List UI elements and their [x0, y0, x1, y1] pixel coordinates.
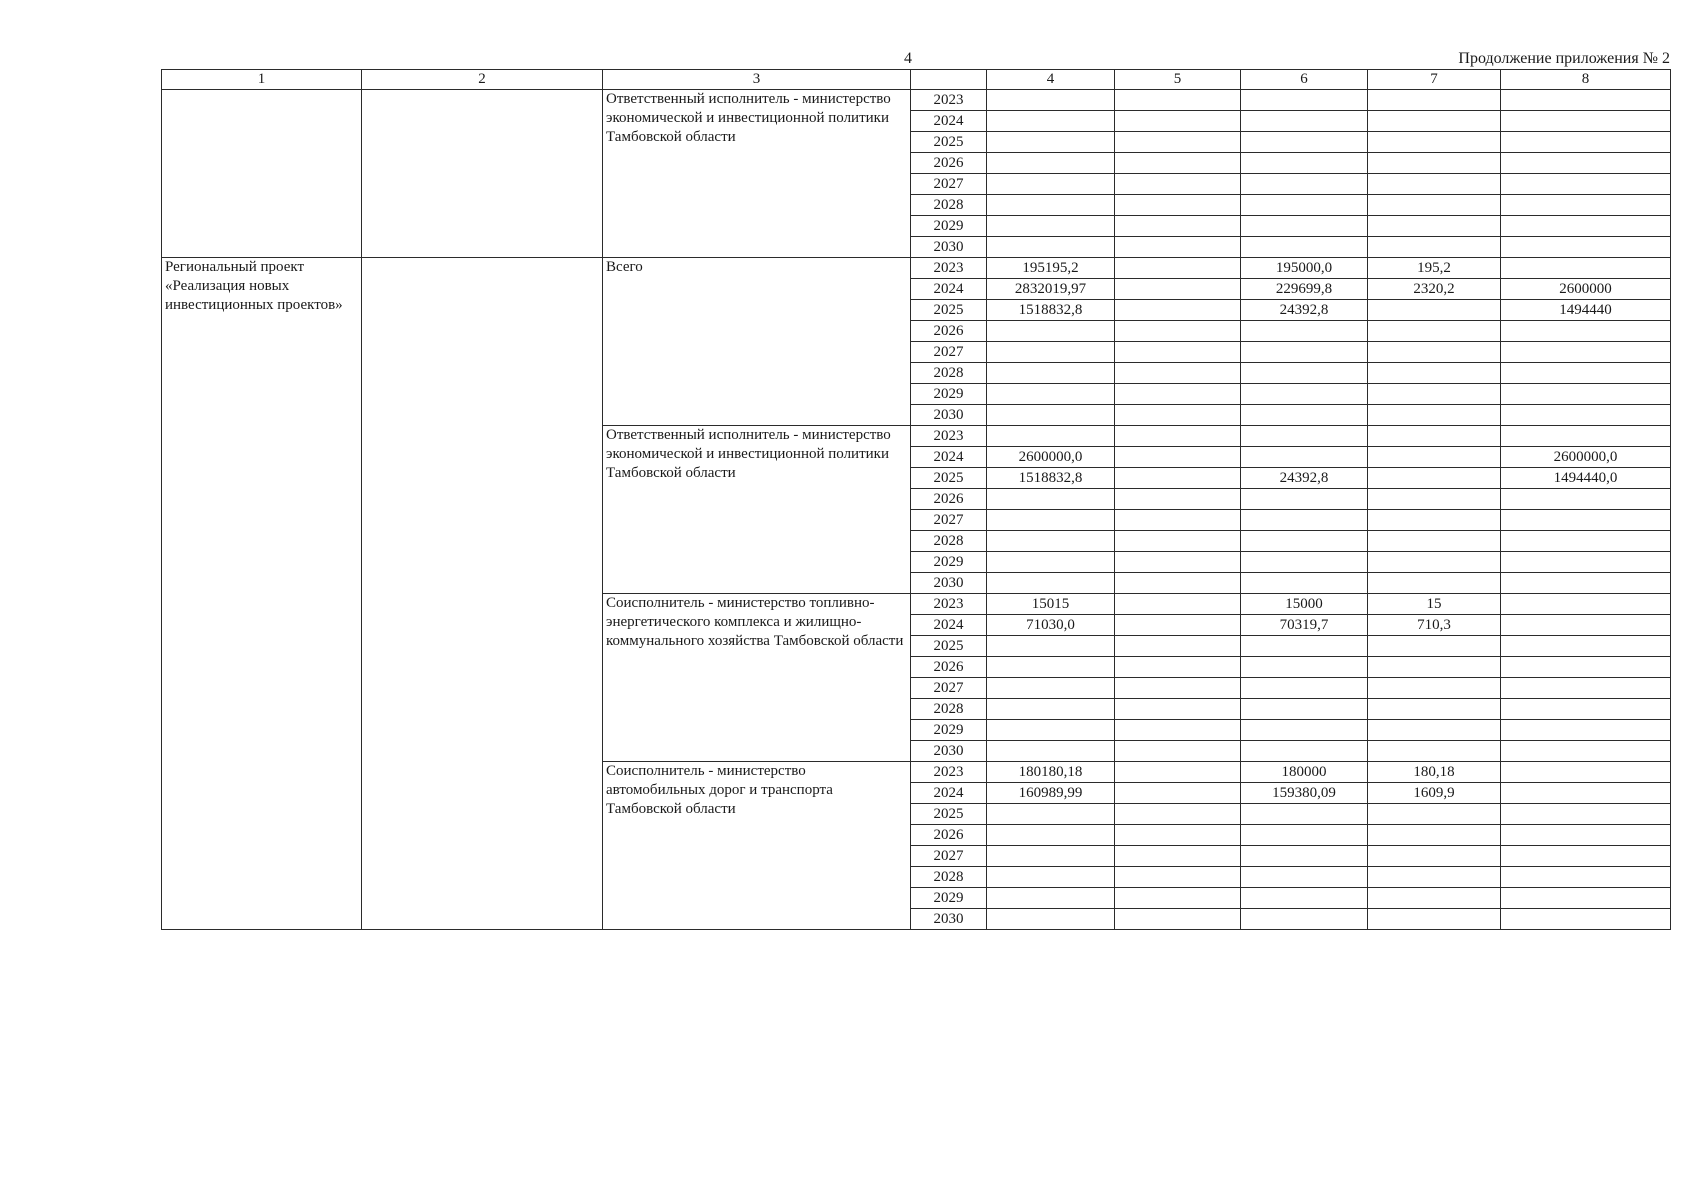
value-cell-col7: [1368, 90, 1501, 111]
value-cell-col5: [1115, 573, 1241, 594]
value-cell-col5: [1115, 510, 1241, 531]
value-cell-col6: [1241, 405, 1368, 426]
year-cell: 2030: [911, 741, 987, 762]
value-cell-col6: [1241, 132, 1368, 153]
value-cell-col8: [1501, 699, 1671, 720]
value-cell-col6: [1241, 636, 1368, 657]
executor-cell: Соисполнитель - министерство топливно-энергетического комплекса и жилищно-коммунального хозяйства Тамбовской области: [603, 594, 911, 762]
value-cell-col4: [987, 741, 1115, 762]
project-name-cell: [162, 90, 362, 258]
year-cell: 2029: [911, 552, 987, 573]
value-cell-col7: 710,3: [1368, 615, 1501, 636]
value-cell-col8: [1501, 657, 1671, 678]
value-cell-col8: [1501, 636, 1671, 657]
value-cell-col4: [987, 132, 1115, 153]
value-cell-col6: 159380,09: [1241, 783, 1368, 804]
year-cell: 2030: [911, 573, 987, 594]
value-cell-col8: [1501, 678, 1671, 699]
year-cell: 2025: [911, 132, 987, 153]
value-cell-col4: [987, 825, 1115, 846]
value-cell-col7: [1368, 489, 1501, 510]
value-cell-col5: [1115, 153, 1241, 174]
value-cell-col8: [1501, 111, 1671, 132]
year-cell: 2025: [911, 636, 987, 657]
value-cell-col7: [1368, 636, 1501, 657]
value-cell-col4: [987, 237, 1115, 258]
value-cell-col5: [1115, 804, 1241, 825]
year-cell: 2025: [911, 300, 987, 321]
year-cell: 2023: [911, 258, 987, 279]
value-cell-col8: [1501, 258, 1671, 279]
value-cell-col5: [1115, 384, 1241, 405]
value-cell-col6: [1241, 174, 1368, 195]
value-cell-col4: 15015: [987, 594, 1115, 615]
year-cell: 2023: [911, 594, 987, 615]
value-cell-col8: [1501, 741, 1671, 762]
year-cell: 2027: [911, 174, 987, 195]
year-cell: 2026: [911, 153, 987, 174]
value-cell-col6: [1241, 90, 1368, 111]
header-cell-2: 2: [362, 70, 603, 90]
value-cell-col7: [1368, 699, 1501, 720]
value-cell-col6: [1241, 720, 1368, 741]
value-cell-col7: [1368, 804, 1501, 825]
value-cell-col8: [1501, 846, 1671, 867]
value-cell-col8: [1501, 342, 1671, 363]
value-cell-col7: [1368, 216, 1501, 237]
year-cell: 2030: [911, 405, 987, 426]
value-cell-col5: [1115, 405, 1241, 426]
year-cell: 2028: [911, 531, 987, 552]
year-cell: 2026: [911, 489, 987, 510]
value-cell-col8: [1501, 762, 1671, 783]
value-cell-col5: [1115, 594, 1241, 615]
value-cell-col5: [1115, 174, 1241, 195]
year-cell: 2028: [911, 363, 987, 384]
value-cell-col4: 71030,0: [987, 615, 1115, 636]
year-cell: 2029: [911, 384, 987, 405]
value-cell-col4: [987, 573, 1115, 594]
value-cell-col6: [1241, 363, 1368, 384]
year-cell: 2026: [911, 657, 987, 678]
value-cell-col6: [1241, 804, 1368, 825]
value-cell-col5: [1115, 489, 1241, 510]
value-cell-col6: [1241, 510, 1368, 531]
value-cell-col5: [1115, 552, 1241, 573]
year-cell: 2029: [911, 216, 987, 237]
value-cell-col5: [1115, 237, 1241, 258]
year-cell: 2024: [911, 783, 987, 804]
year-cell: 2030: [911, 237, 987, 258]
value-cell-col4: 2832019,97: [987, 279, 1115, 300]
value-cell-col8: [1501, 405, 1671, 426]
value-cell-col8: [1501, 174, 1671, 195]
value-cell-col8: [1501, 132, 1671, 153]
value-cell-col7: 195,2: [1368, 258, 1501, 279]
value-cell-col8: 1494440,0: [1501, 468, 1671, 489]
value-cell-col6: [1241, 888, 1368, 909]
value-cell-col4: [987, 678, 1115, 699]
value-cell-col5: [1115, 342, 1241, 363]
value-cell-col4: [987, 342, 1115, 363]
value-cell-col8: [1501, 384, 1671, 405]
value-cell-col4: [987, 636, 1115, 657]
value-cell-col5: [1115, 636, 1241, 657]
value-cell-col4: [987, 216, 1115, 237]
value-cell-col7: [1368, 321, 1501, 342]
value-cell-col8: [1501, 615, 1671, 636]
column-2-cell: [362, 90, 603, 258]
value-cell-col8: [1501, 594, 1671, 615]
value-cell-col4: [987, 804, 1115, 825]
value-cell-col5: [1115, 447, 1241, 468]
value-cell-col6: [1241, 426, 1368, 447]
value-cell-col8: [1501, 867, 1671, 888]
executor-cell: Ответственный исполнитель - министерство экономической и инвестиционной политики Тамбовской области: [603, 90, 911, 258]
value-cell-col4: 2600000,0: [987, 447, 1115, 468]
financing-table: [161, 69, 1671, 930]
value-cell-col4: [987, 363, 1115, 384]
header-cell-6: 6: [1241, 70, 1368, 90]
value-cell-col4: [987, 657, 1115, 678]
value-cell-col7: [1368, 405, 1501, 426]
value-cell-col4: [987, 699, 1115, 720]
value-cell-col8: [1501, 888, 1671, 909]
year-cell: 2024: [911, 447, 987, 468]
value-cell-col5: [1115, 468, 1241, 489]
value-cell-col7: [1368, 363, 1501, 384]
header-cell-year: [911, 70, 987, 90]
value-cell-col7: [1368, 846, 1501, 867]
executor-cell: Соисполнитель - министерство автомобильных дорог и транспорта Тамбовской области: [603, 762, 911, 930]
table-body: [162, 90, 1671, 930]
value-cell-col6: 195000,0: [1241, 258, 1368, 279]
value-cell-col5: [1115, 531, 1241, 552]
value-cell-col5: [1115, 699, 1241, 720]
value-cell-col6: [1241, 741, 1368, 762]
value-cell-col5: [1115, 615, 1241, 636]
value-cell-col4: 180180,18: [987, 762, 1115, 783]
value-cell-col8: [1501, 153, 1671, 174]
value-cell-col4: [987, 510, 1115, 531]
value-cell-col6: [1241, 111, 1368, 132]
header-cell-8: 8: [1501, 70, 1671, 90]
value-cell-col4: [987, 90, 1115, 111]
value-cell-col8: [1501, 426, 1671, 447]
table-row: [162, 258, 1671, 279]
value-cell-col5: [1115, 720, 1241, 741]
year-cell: 2024: [911, 279, 987, 300]
value-cell-col8: [1501, 90, 1671, 111]
value-cell-col7: [1368, 111, 1501, 132]
value-cell-col7: 15: [1368, 594, 1501, 615]
value-cell-col7: [1368, 867, 1501, 888]
value-cell-col8: [1501, 489, 1671, 510]
value-cell-col7: [1368, 153, 1501, 174]
value-cell-col6: [1241, 699, 1368, 720]
value-cell-col4: [987, 720, 1115, 741]
value-cell-col8: [1501, 825, 1671, 846]
executor-cell: Ответственный исполнитель - министерство экономической и инвестиционной политики Тамбовской области: [603, 426, 911, 594]
value-cell-col8: [1501, 720, 1671, 741]
year-cell: 2025: [911, 804, 987, 825]
value-cell-col8: [1501, 321, 1671, 342]
value-cell-col4: [987, 111, 1115, 132]
page-number: 4: [904, 50, 912, 67]
value-cell-col4: [987, 384, 1115, 405]
year-cell: 2026: [911, 825, 987, 846]
header-cell-4: 4: [987, 70, 1115, 90]
value-cell-col5: [1115, 195, 1241, 216]
header-cell-1: 1: [162, 70, 362, 90]
value-cell-col6: [1241, 846, 1368, 867]
value-cell-col6: [1241, 216, 1368, 237]
year-cell: 2025: [911, 468, 987, 489]
value-cell-col5: [1115, 321, 1241, 342]
value-cell-col7: [1368, 426, 1501, 447]
value-cell-col8: [1501, 216, 1671, 237]
value-cell-col7: [1368, 174, 1501, 195]
year-cell: 2023: [911, 762, 987, 783]
column-2-cell: [362, 258, 603, 930]
value-cell-col5: [1115, 783, 1241, 804]
value-cell-col7: [1368, 678, 1501, 699]
project-name-cell: Региональный проект «Реализация новых инвестиционных проектов»: [162, 258, 362, 930]
year-cell: 2026: [911, 321, 987, 342]
value-cell-col5: [1115, 909, 1241, 930]
value-cell-col8: [1501, 804, 1671, 825]
header-cell-3: 3: [603, 70, 911, 90]
year-cell: 2028: [911, 195, 987, 216]
header-row: [162, 70, 1671, 90]
value-cell-col8: [1501, 195, 1671, 216]
value-cell-col8: 2600000: [1501, 279, 1671, 300]
value-cell-col5: [1115, 678, 1241, 699]
value-cell-col7: [1368, 741, 1501, 762]
value-cell-col6: [1241, 657, 1368, 678]
value-cell-col8: [1501, 783, 1671, 804]
value-cell-col6: [1241, 321, 1368, 342]
value-cell-col7: 180,18: [1368, 762, 1501, 783]
value-cell-col4: [987, 846, 1115, 867]
value-cell-col7: [1368, 132, 1501, 153]
value-cell-col8: 2600000,0: [1501, 447, 1671, 468]
value-cell-col8: [1501, 552, 1671, 573]
value-cell-col6: [1241, 342, 1368, 363]
value-cell-col5: [1115, 111, 1241, 132]
header-cell-5: 5: [1115, 70, 1241, 90]
value-cell-col6: [1241, 825, 1368, 846]
value-cell-col4: [987, 888, 1115, 909]
year-cell: 2027: [911, 846, 987, 867]
value-cell-col7: [1368, 888, 1501, 909]
value-cell-col5: [1115, 300, 1241, 321]
value-cell-col6: 15000: [1241, 594, 1368, 615]
value-cell-col8: [1501, 237, 1671, 258]
value-cell-col4: [987, 426, 1115, 447]
value-cell-col6: 24392,8: [1241, 468, 1368, 489]
value-cell-col4: [987, 405, 1115, 426]
value-cell-col4: [987, 867, 1115, 888]
value-cell-col5: [1115, 762, 1241, 783]
year-cell: 2029: [911, 888, 987, 909]
value-cell-col6: 24392,8: [1241, 300, 1368, 321]
value-cell-col5: [1115, 888, 1241, 909]
year-cell: 2027: [911, 678, 987, 699]
value-cell-col4: [987, 195, 1115, 216]
value-cell-col4: [987, 489, 1115, 510]
value-cell-col7: 1609,9: [1368, 783, 1501, 804]
year-cell: 2023: [911, 426, 987, 447]
value-cell-col5: [1115, 363, 1241, 384]
value-cell-col7: [1368, 552, 1501, 573]
value-cell-col4: [987, 321, 1115, 342]
year-cell: 2024: [911, 615, 987, 636]
value-cell-col7: [1368, 573, 1501, 594]
year-cell: 2023: [911, 90, 987, 111]
value-cell-col6: [1241, 153, 1368, 174]
value-cell-col8: [1501, 510, 1671, 531]
value-cell-col5: [1115, 216, 1241, 237]
value-cell-col6: [1241, 552, 1368, 573]
value-cell-col5: [1115, 741, 1241, 762]
value-cell-col8: [1501, 573, 1671, 594]
value-cell-col7: [1368, 300, 1501, 321]
value-cell-col6: [1241, 573, 1368, 594]
value-cell-col7: [1368, 447, 1501, 468]
value-cell-col6: [1241, 489, 1368, 510]
year-cell: 2030: [911, 909, 987, 930]
value-cell-col5: [1115, 279, 1241, 300]
value-cell-col7: [1368, 195, 1501, 216]
value-cell-col5: [1115, 132, 1241, 153]
year-cell: 2028: [911, 699, 987, 720]
value-cell-col7: [1368, 531, 1501, 552]
value-cell-col6: [1241, 237, 1368, 258]
year-cell: 2028: [911, 867, 987, 888]
value-cell-col8: [1501, 531, 1671, 552]
value-cell-col8: [1501, 363, 1671, 384]
value-cell-col4: [987, 909, 1115, 930]
value-cell-col5: [1115, 90, 1241, 111]
value-cell-col7: [1368, 384, 1501, 405]
value-cell-col6: [1241, 867, 1368, 888]
value-cell-col7: [1368, 657, 1501, 678]
year-cell: 2027: [911, 510, 987, 531]
value-cell-col8: 1494440: [1501, 300, 1671, 321]
year-cell: 2027: [911, 342, 987, 363]
table-row: [162, 90, 1671, 111]
value-cell-col6: 229699,8: [1241, 279, 1368, 300]
header-cell-7: 7: [1368, 70, 1501, 90]
value-cell-col6: [1241, 195, 1368, 216]
value-cell-col6: [1241, 909, 1368, 930]
continuation-note: Продолжение приложения № 2: [1458, 50, 1670, 67]
value-cell-col7: [1368, 720, 1501, 741]
value-cell-col8: [1501, 909, 1671, 930]
value-cell-col4: 1518832,8: [987, 468, 1115, 489]
value-cell-col4: [987, 174, 1115, 195]
year-cell: 2029: [911, 720, 987, 741]
value-cell-col4: [987, 153, 1115, 174]
value-cell-col5: [1115, 657, 1241, 678]
value-cell-col4: 1518832,8: [987, 300, 1115, 321]
year-cell: 2024: [911, 111, 987, 132]
value-cell-col5: [1115, 867, 1241, 888]
value-cell-col7: [1368, 468, 1501, 489]
value-cell-col6: [1241, 678, 1368, 699]
value-cell-col4: [987, 552, 1115, 573]
value-cell-col7: [1368, 237, 1501, 258]
executor-cell: Всего: [603, 258, 911, 426]
value-cell-col7: [1368, 825, 1501, 846]
value-cell-col5: [1115, 258, 1241, 279]
value-cell-col4: 160989,99: [987, 783, 1115, 804]
value-cell-col6: 70319,7: [1241, 615, 1368, 636]
value-cell-col7: [1368, 510, 1501, 531]
value-cell-col5: [1115, 846, 1241, 867]
value-cell-col7: 2320,2: [1368, 279, 1501, 300]
value-cell-col6: [1241, 384, 1368, 405]
value-cell-col5: [1115, 825, 1241, 846]
value-cell-col7: [1368, 342, 1501, 363]
value-cell-col4: 195195,2: [987, 258, 1115, 279]
value-cell-col4: [987, 531, 1115, 552]
value-cell-col7: [1368, 909, 1501, 930]
value-cell-col5: [1115, 426, 1241, 447]
value-cell-col6: [1241, 531, 1368, 552]
value-cell-col6: [1241, 447, 1368, 468]
value-cell-col6: 180000: [1241, 762, 1368, 783]
